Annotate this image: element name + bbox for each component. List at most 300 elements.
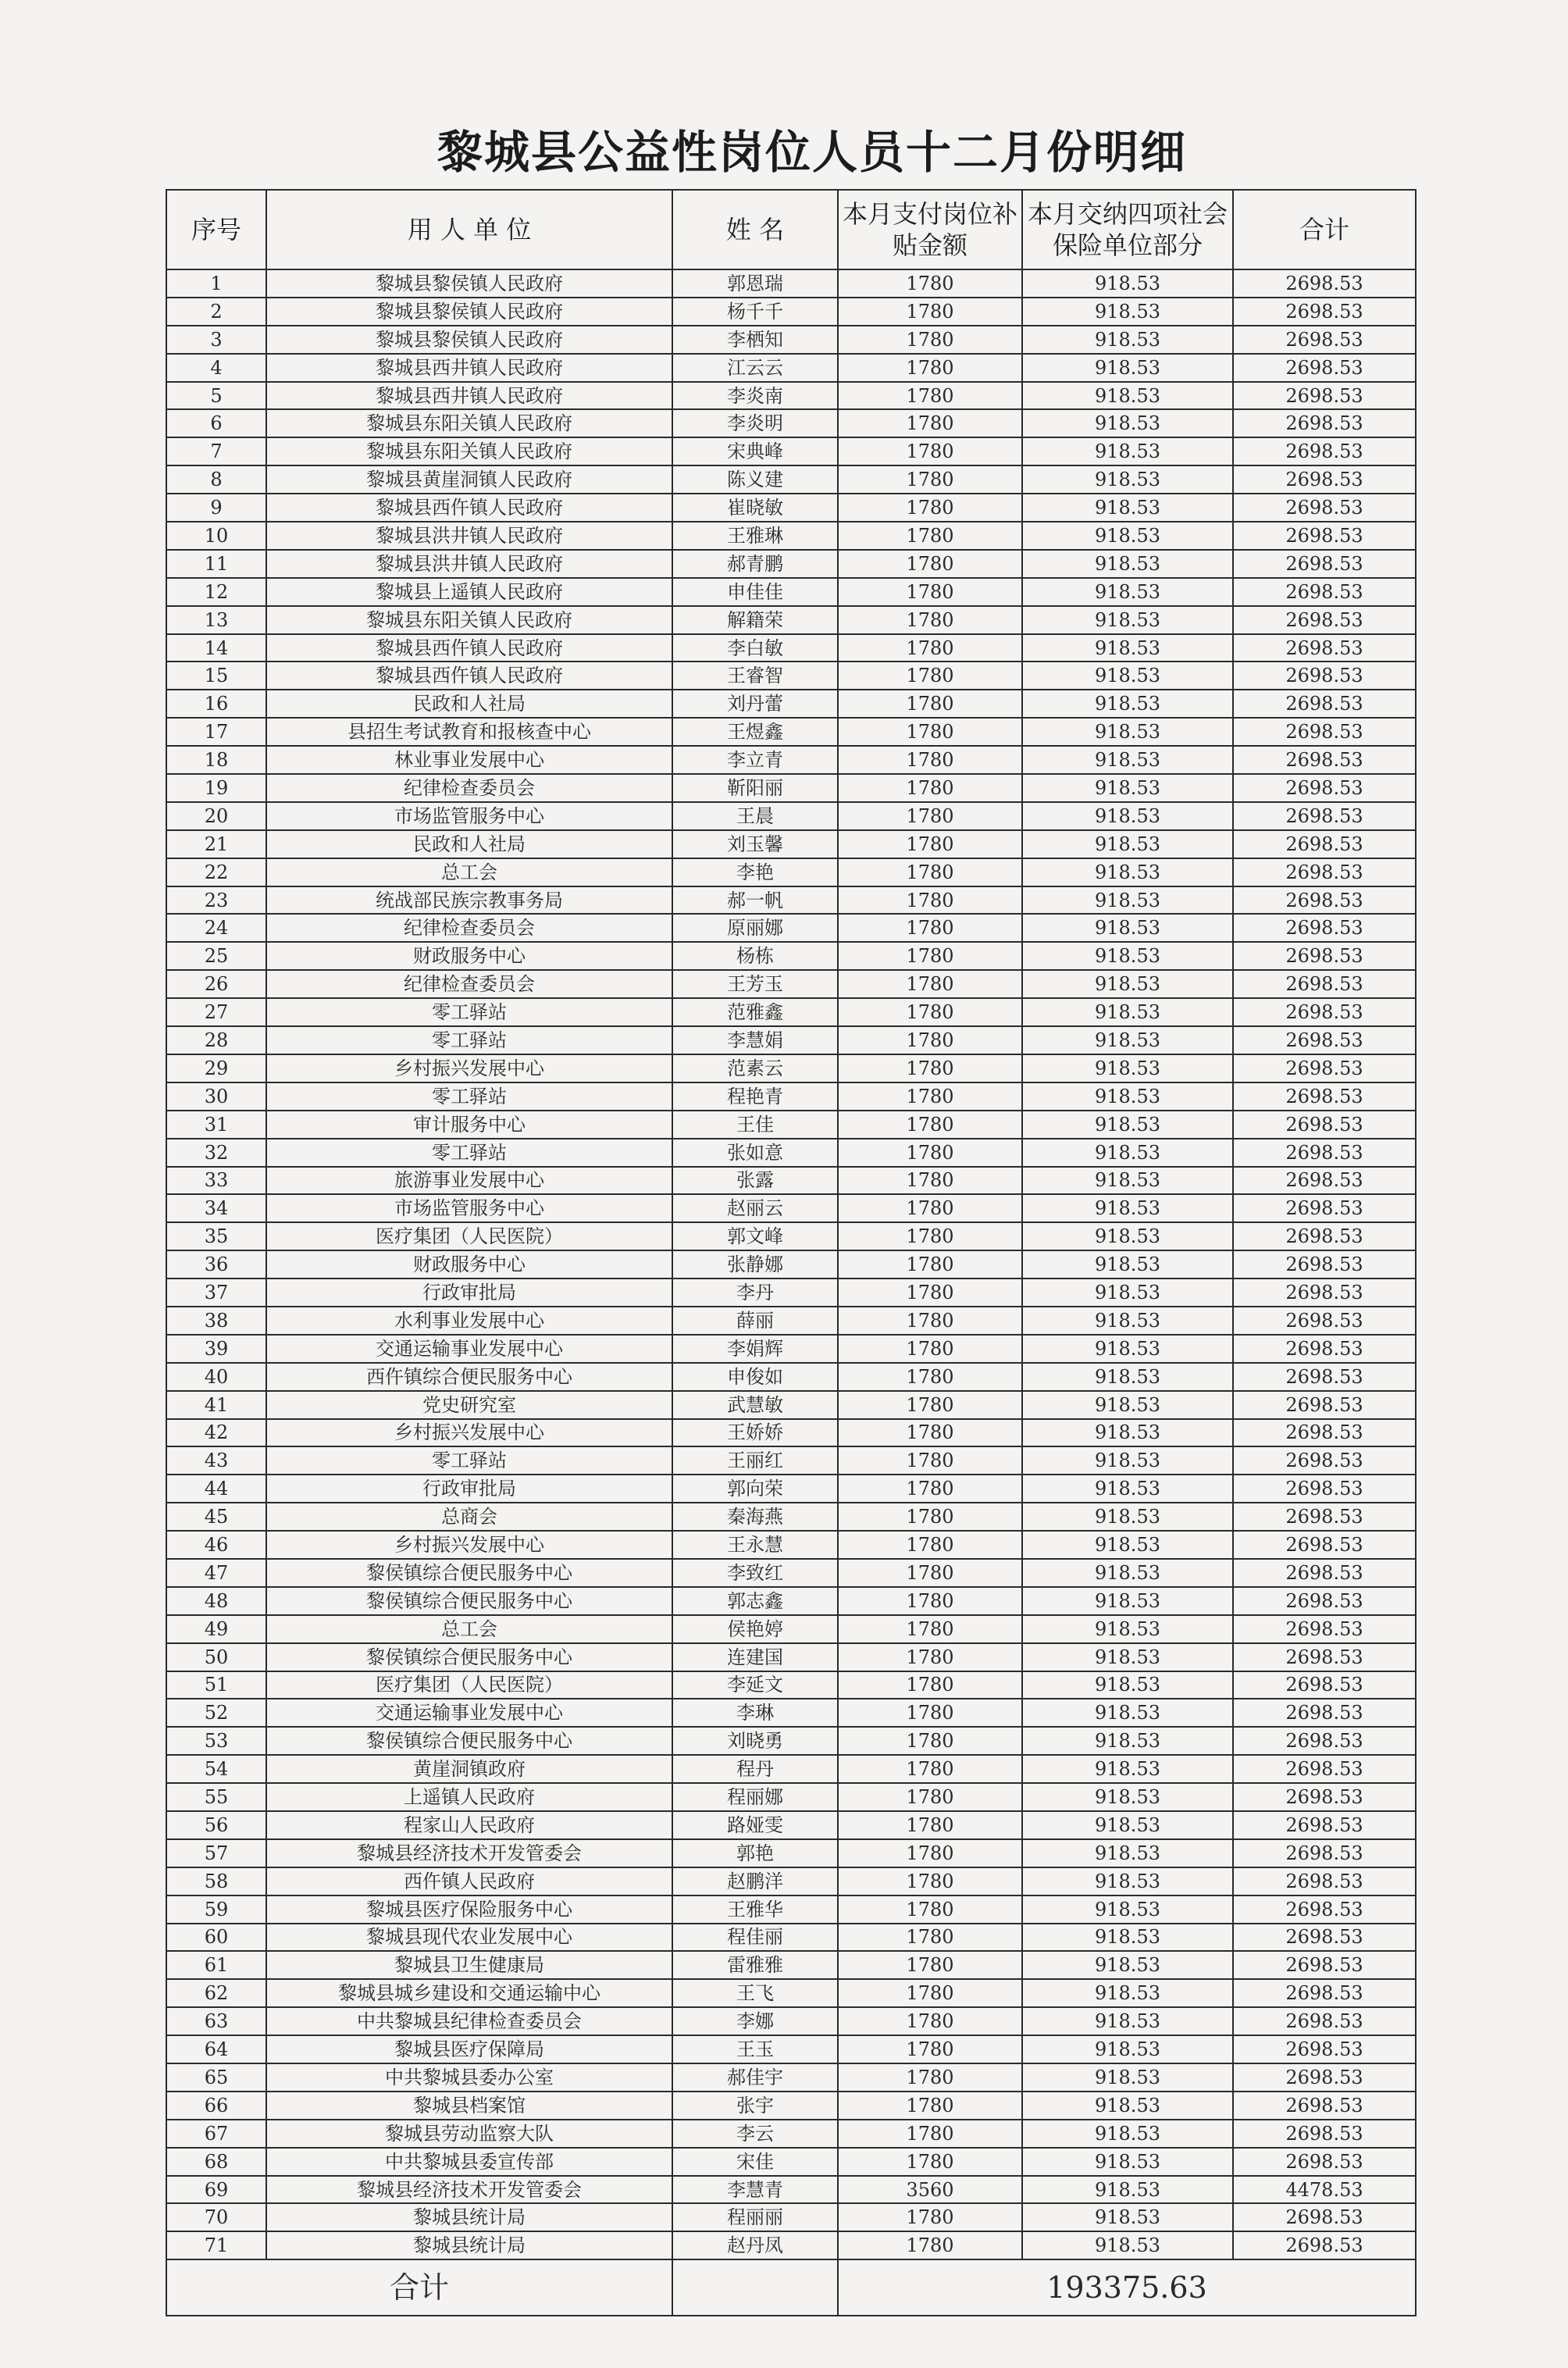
cell-insurance: 918.53 <box>1022 1167 1233 1195</box>
cell-name: 李炎明 <box>672 409 838 437</box>
cell-name: 张如意 <box>672 1139 838 1167</box>
cell-name: 秦海燕 <box>672 1503 838 1531</box>
table-row <box>166 1307 1416 1335</box>
cell-subsidy: 1780 <box>838 662 1022 690</box>
cell-total: 2698.53 <box>1233 1222 1416 1250</box>
cell-subsidy: 1780 <box>838 409 1022 437</box>
cell-insurance: 918.53 <box>1022 2176 1233 2204</box>
cell-subsidy: 3560 <box>838 2176 1022 2204</box>
cell-insurance: 918.53 <box>1022 578 1233 606</box>
cell-subsidy: 1780 <box>838 2007 1022 2035</box>
cell-insurance: 918.53 <box>1022 354 1233 382</box>
cell-insurance: 918.53 <box>1022 1194 1233 1222</box>
cell-name: 郝青鹏 <box>672 550 838 578</box>
cell-insurance: 918.53 <box>1022 494 1233 522</box>
cell-name: 李娟辉 <box>672 1335 838 1363</box>
cell-insurance: 918.53 <box>1022 2007 1233 2035</box>
cell-insurance: 918.53 <box>1022 1531 1233 1559</box>
cell-unit: 黎城县西仵镇人民政府 <box>266 662 672 690</box>
cell-total: 2698.53 <box>1233 409 1416 437</box>
cell-total: 2698.53 <box>1233 1419 1416 1447</box>
cell-total: 2698.53 <box>1233 2203 1416 2231</box>
cell-subsidy: 1780 <box>838 1559 1022 1587</box>
cell-unit: 民政和人社局 <box>266 830 672 858</box>
cell-subsidy: 1780 <box>838 1419 1022 1447</box>
cell-name: 程艳青 <box>672 1082 838 1111</box>
cell-seq: 66 <box>166 2092 266 2120</box>
cell-insurance: 918.53 <box>1022 1755 1233 1783</box>
cell-total: 2698.53 <box>1233 1054 1416 1082</box>
table-row <box>166 269 1416 298</box>
cell-name: 郭恩瑞 <box>672 269 838 298</box>
cell-total: 2698.53 <box>1233 858 1416 886</box>
cell-insurance: 918.53 <box>1022 382 1233 410</box>
cell-seq: 31 <box>166 1111 266 1139</box>
table-row <box>166 886 1416 915</box>
cell-insurance: 918.53 <box>1022 2035 1233 2063</box>
cell-seq: 48 <box>166 1587 266 1615</box>
cell-unit: 交通运输事业发展中心 <box>266 1335 672 1363</box>
cell-name: 崔晓敏 <box>672 494 838 522</box>
cell-subsidy: 1780 <box>838 269 1022 298</box>
cell-subsidy: 1780 <box>838 550 1022 578</box>
cell-name: 宋典峰 <box>672 437 838 465</box>
cell-subsidy: 1780 <box>838 1979 1022 2007</box>
cell-seq: 6 <box>166 409 266 437</box>
table-row <box>166 1111 1416 1139</box>
table-row <box>166 1979 1416 2007</box>
cell-subsidy: 1780 <box>838 858 1022 886</box>
cell-name: 陈义建 <box>672 465 838 494</box>
cell-seq: 61 <box>166 1951 266 1979</box>
cell-unit: 纪律检查委员会 <box>266 970 672 998</box>
cell-total: 2698.53 <box>1233 942 1416 970</box>
cell-subsidy: 1780 <box>838 1503 1022 1531</box>
table-row <box>166 1587 1416 1615</box>
cell-seq: 49 <box>166 1615 266 1643</box>
cell-name: 张露 <box>672 1167 838 1195</box>
table-row <box>166 1699 1416 1727</box>
cell-subsidy: 1780 <box>838 1307 1022 1335</box>
cell-name: 杨栋 <box>672 942 838 970</box>
cell-insurance: 918.53 <box>1022 942 1233 970</box>
table-row <box>166 578 1416 606</box>
cell-total: 2698.53 <box>1233 465 1416 494</box>
table-row <box>166 1531 1416 1559</box>
cell-insurance: 918.53 <box>1022 1446 1233 1475</box>
cell-total: 2698.53 <box>1233 1615 1416 1643</box>
cell-insurance: 918.53 <box>1022 437 1233 465</box>
cell-name: 王芳玉 <box>672 970 838 998</box>
cell-unit: 审计服务中心 <box>266 1111 672 1139</box>
table-row <box>166 1363 1416 1391</box>
cell-insurance: 918.53 <box>1022 858 1233 886</box>
cell-unit: 西仵镇人民政府 <box>266 1867 672 1895</box>
cell-seq: 47 <box>166 1559 266 1587</box>
cell-unit: 黎城县东阳关镇人民政府 <box>266 606 672 634</box>
cell-insurance: 918.53 <box>1022 2120 1233 2148</box>
cell-total: 2698.53 <box>1233 326 1416 354</box>
table-row <box>166 2176 1416 2204</box>
cell-insurance: 918.53 <box>1022 1951 1233 1979</box>
cell-name: 江云云 <box>672 354 838 382</box>
cell-subsidy: 1780 <box>838 1335 1022 1363</box>
cell-seq: 45 <box>166 1503 266 1531</box>
cell-seq: 64 <box>166 2035 266 2063</box>
cell-seq: 68 <box>166 2148 266 2176</box>
cell-seq: 22 <box>166 858 266 886</box>
table-row <box>166 1671 1416 1699</box>
cell-subsidy: 1780 <box>838 1951 1022 1979</box>
cell-subsidy: 1780 <box>838 774 1022 802</box>
cell-name: 赵丽云 <box>672 1194 838 1222</box>
cell-seq: 4 <box>166 354 266 382</box>
cell-name: 王雅琳 <box>672 522 838 550</box>
table-row <box>166 1054 1416 1082</box>
cell-name: 王佳 <box>672 1111 838 1139</box>
cell-subsidy: 1780 <box>838 2203 1022 2231</box>
cell-name: 赵鹏洋 <box>672 1867 838 1895</box>
cell-seq: 67 <box>166 2120 266 2148</box>
table-row <box>166 2092 1416 2120</box>
cell-seq: 51 <box>166 1671 266 1699</box>
cell-insurance: 918.53 <box>1022 970 1233 998</box>
cell-insurance: 918.53 <box>1022 1643 1233 1671</box>
cell-name: 王晨 <box>672 802 838 830</box>
cell-unit: 上遥镇人民政府 <box>266 1783 672 1811</box>
cell-unit: 市场监管服务中心 <box>266 1194 672 1222</box>
cell-unit: 黎城县档案馆 <box>266 2092 672 2120</box>
cell-total: 2698.53 <box>1233 774 1416 802</box>
cell-name: 刘丹蕾 <box>672 690 838 718</box>
cell-unit: 程家山人民政府 <box>266 1811 672 1839</box>
cell-name: 郭向荣 <box>672 1475 838 1503</box>
cell-subsidy: 1780 <box>838 2035 1022 2063</box>
cell-subsidy: 1780 <box>838 382 1022 410</box>
cell-subsidy: 1780 <box>838 1587 1022 1615</box>
cell-total: 2698.53 <box>1233 1839 1416 1867</box>
cell-insurance: 918.53 <box>1022 606 1233 634</box>
cell-name: 张宇 <box>672 2092 838 2120</box>
cell-unit: 乡村振兴发展中心 <box>266 1419 672 1447</box>
cell-unit: 黎侯镇综合便民服务中心 <box>266 1643 672 1671</box>
cell-total: 2698.53 <box>1233 1671 1416 1699</box>
cell-subsidy: 1780 <box>838 1111 1022 1139</box>
cell-seq: 21 <box>166 830 266 858</box>
cell-unit: 中共黎城县委办公室 <box>266 2063 672 2092</box>
cell-name: 李娜 <box>672 2007 838 2035</box>
table-row <box>166 858 1416 886</box>
header-subsidy: 本月支付岗位补贴金额 <box>838 190 1022 269</box>
cell-unit: 零工驿站 <box>266 1139 672 1167</box>
cell-total: 2698.53 <box>1233 578 1416 606</box>
cell-total: 2698.53 <box>1233 1755 1416 1783</box>
cell-name: 杨千千 <box>672 298 838 326</box>
cell-unit: 统战部民族宗教事务局 <box>266 886 672 915</box>
cell-insurance: 918.53 <box>1022 774 1233 802</box>
cell-subsidy: 1780 <box>838 1222 1022 1250</box>
cell-subsidy: 1780 <box>838 2092 1022 2120</box>
cell-subsidy: 1780 <box>838 1839 1022 1867</box>
cell-name: 王煜鑫 <box>672 718 838 746</box>
cell-total: 2698.53 <box>1233 1250 1416 1279</box>
cell-subsidy: 1780 <box>838 298 1022 326</box>
cell-seq: 39 <box>166 1335 266 1363</box>
cell-total: 2698.53 <box>1233 494 1416 522</box>
table-row <box>166 550 1416 578</box>
cell-insurance: 918.53 <box>1022 269 1233 298</box>
cell-seq: 25 <box>166 942 266 970</box>
table-row <box>166 326 1416 354</box>
cell-subsidy: 1780 <box>838 1054 1022 1082</box>
cell-subsidy: 1780 <box>838 1167 1022 1195</box>
table-row <box>166 1139 1416 1167</box>
cell-subsidy: 1780 <box>838 2231 1022 2259</box>
total-empty-cell <box>672 2259 838 2316</box>
table-row <box>166 1222 1416 1250</box>
cell-seq: 29 <box>166 1054 266 1082</box>
cell-seq: 54 <box>166 1755 266 1783</box>
cell-insurance: 918.53 <box>1022 914 1233 942</box>
table-row <box>166 494 1416 522</box>
cell-insurance: 918.53 <box>1022 2092 1233 2120</box>
cell-unit: 市场监管服务中心 <box>266 802 672 830</box>
cell-name: 李慧青 <box>672 2176 838 2204</box>
table-row <box>166 1924 1416 1952</box>
cell-name: 李慧娟 <box>672 1026 838 1054</box>
cell-seq: 70 <box>166 2203 266 2231</box>
cell-insurance: 918.53 <box>1022 1279 1233 1307</box>
cell-unit: 医疗集团（人民医院） <box>266 1671 672 1699</box>
cell-seq: 8 <box>166 465 266 494</box>
cell-subsidy: 1780 <box>838 1194 1022 1222</box>
cell-total: 2698.53 <box>1233 382 1416 410</box>
cell-seq: 65 <box>166 2063 266 2092</box>
cell-subsidy: 1780 <box>838 522 1022 550</box>
table-row <box>166 942 1416 970</box>
cell-name: 郝佳宇 <box>672 2063 838 2092</box>
cell-total: 2698.53 <box>1233 1811 1416 1839</box>
cell-insurance: 918.53 <box>1022 718 1233 746</box>
cell-subsidy: 1780 <box>838 830 1022 858</box>
cell-insurance: 918.53 <box>1022 1811 1233 1839</box>
cell-subsidy: 1780 <box>838 998 1022 1026</box>
cell-seq: 30 <box>166 1082 266 1111</box>
cell-name: 李立青 <box>672 746 838 774</box>
cell-total: 2698.53 <box>1233 634 1416 662</box>
table-row <box>166 774 1416 802</box>
cell-unit: 财政服务中心 <box>266 942 672 970</box>
cell-name: 郭志鑫 <box>672 1587 838 1615</box>
cell-name: 程丹 <box>672 1755 838 1783</box>
cell-unit: 医疗集团（人民医院） <box>266 1222 672 1250</box>
cell-insurance: 918.53 <box>1022 1250 1233 1279</box>
cell-name: 王丽红 <box>672 1446 838 1475</box>
table-row <box>166 1335 1416 1363</box>
cell-total: 2698.53 <box>1233 1139 1416 1167</box>
cell-name: 刘玉馨 <box>672 830 838 858</box>
cell-seq: 2 <box>166 298 266 326</box>
cell-subsidy: 1780 <box>838 1363 1022 1391</box>
cell-insurance: 918.53 <box>1022 1222 1233 1250</box>
cell-seq: 42 <box>166 1419 266 1447</box>
cell-insurance: 918.53 <box>1022 1559 1233 1587</box>
cell-unit: 黎城县统计局 <box>266 2203 672 2231</box>
cell-seq: 43 <box>166 1446 266 1475</box>
cell-insurance: 918.53 <box>1022 1419 1233 1447</box>
cell-seq: 56 <box>166 1811 266 1839</box>
cell-insurance: 918.53 <box>1022 1111 1233 1139</box>
cell-unit: 黎城县东阳关镇人民政府 <box>266 409 672 437</box>
cell-name: 范雅鑫 <box>672 998 838 1026</box>
cell-unit: 零工驿站 <box>266 998 672 1026</box>
cell-total: 2698.53 <box>1233 2035 1416 2063</box>
cell-subsidy: 1780 <box>838 1475 1022 1503</box>
cell-total: 2698.53 <box>1233 1026 1416 1054</box>
cell-seq: 69 <box>166 2176 266 2204</box>
cell-seq: 12 <box>166 578 266 606</box>
header-seq: 序号 <box>166 190 266 269</box>
table-row <box>166 606 1416 634</box>
cell-insurance: 918.53 <box>1022 1475 1233 1503</box>
table-row <box>166 382 1416 410</box>
cell-total: 2698.53 <box>1233 1895 1416 1924</box>
cell-total: 2698.53 <box>1233 1699 1416 1727</box>
cell-subsidy: 1780 <box>838 606 1022 634</box>
cell-insurance: 918.53 <box>1022 1727 1233 1755</box>
cell-seq: 53 <box>166 1727 266 1755</box>
cell-total: 2698.53 <box>1233 606 1416 634</box>
cell-seq: 19 <box>166 774 266 802</box>
cell-total: 2698.53 <box>1233 718 1416 746</box>
table-row <box>166 1250 1416 1279</box>
cell-seq: 16 <box>166 690 266 718</box>
detail-table <box>166 189 1417 2316</box>
cell-total: 2698.53 <box>1233 1279 1416 1307</box>
table-row <box>166 718 1416 746</box>
cell-name: 赵丹凤 <box>672 2231 838 2259</box>
cell-total: 2698.53 <box>1233 298 1416 326</box>
cell-insurance: 918.53 <box>1022 2231 1233 2259</box>
table-row <box>166 1615 1416 1643</box>
cell-insurance: 918.53 <box>1022 326 1233 354</box>
table-row <box>166 1783 1416 1811</box>
cell-insurance: 918.53 <box>1022 1054 1233 1082</box>
table-row <box>166 1194 1416 1222</box>
cell-insurance: 918.53 <box>1022 2063 1233 2092</box>
table-row <box>166 298 1416 326</box>
cell-total: 2698.53 <box>1233 830 1416 858</box>
cell-total: 2698.53 <box>1233 2148 1416 2176</box>
table-row <box>166 1446 1416 1475</box>
cell-unit: 乡村振兴发展中心 <box>266 1531 672 1559</box>
cell-name: 薛丽 <box>672 1307 838 1335</box>
cell-total: 2698.53 <box>1233 1194 1416 1222</box>
cell-subsidy: 1780 <box>838 1643 1022 1671</box>
cell-unit: 黎城县经济技术开发管委会 <box>266 1839 672 1867</box>
cell-total: 2698.53 <box>1233 914 1416 942</box>
cell-insurance: 918.53 <box>1022 1335 1233 1363</box>
cell-seq: 14 <box>166 634 266 662</box>
table-row <box>166 634 1416 662</box>
table-row <box>166 437 1416 465</box>
cell-name: 侯艳婷 <box>672 1615 838 1643</box>
cell-unit: 黎城县东阳关镇人民政府 <box>266 437 672 465</box>
cell-unit: 零工驿站 <box>266 1446 672 1475</box>
cell-insurance: 918.53 <box>1022 1587 1233 1615</box>
cell-name: 李栖知 <box>672 326 838 354</box>
cell-unit: 交通运输事业发展中心 <box>266 1699 672 1727</box>
table-row <box>166 1895 1416 1924</box>
cell-total: 2698.53 <box>1233 1391 1416 1419</box>
cell-insurance: 918.53 <box>1022 802 1233 830</box>
table-row <box>166 1419 1416 1447</box>
cell-subsidy: 1780 <box>838 1671 1022 1699</box>
cell-name: 张静娜 <box>672 1250 838 1279</box>
cell-seq: 71 <box>166 2231 266 2259</box>
cell-insurance: 918.53 <box>1022 1391 1233 1419</box>
cell-seq: 26 <box>166 970 266 998</box>
table-row <box>166 2007 1416 2035</box>
cell-subsidy: 1780 <box>838 1279 1022 1307</box>
total-row <box>166 2259 1416 2316</box>
cell-seq: 15 <box>166 662 266 690</box>
cell-subsidy: 1780 <box>838 1391 1022 1419</box>
cell-seq: 55 <box>166 1783 266 1811</box>
cell-name: 王雅华 <box>672 1895 838 1924</box>
cell-unit: 林业事业发展中心 <box>266 746 672 774</box>
cell-seq: 58 <box>166 1867 266 1895</box>
cell-subsidy: 1780 <box>838 1531 1022 1559</box>
cell-total: 2698.53 <box>1233 690 1416 718</box>
cell-seq: 46 <box>166 1531 266 1559</box>
cell-name: 郭文峰 <box>672 1222 838 1250</box>
cell-total: 4478.53 <box>1233 2176 1416 2204</box>
cell-insurance: 918.53 <box>1022 2203 1233 2231</box>
cell-insurance: 918.53 <box>1022 1671 1233 1699</box>
cell-insurance: 918.53 <box>1022 1615 1233 1643</box>
cell-subsidy: 1780 <box>838 942 1022 970</box>
cell-insurance: 918.53 <box>1022 522 1233 550</box>
cell-subsidy: 1780 <box>838 1727 1022 1755</box>
header-unit: 用 人 单 位 <box>266 190 672 269</box>
cell-total: 2698.53 <box>1233 1643 1416 1671</box>
cell-name: 程丽娜 <box>672 1783 838 1811</box>
cell-seq: 63 <box>166 2007 266 2035</box>
cell-total: 2698.53 <box>1233 746 1416 774</box>
cell-insurance: 918.53 <box>1022 830 1233 858</box>
cell-name: 李炎南 <box>672 382 838 410</box>
cell-insurance: 918.53 <box>1022 1026 1233 1054</box>
table-row <box>166 409 1416 437</box>
cell-unit: 行政审批局 <box>266 1475 672 1503</box>
cell-unit: 黎城县黎侯镇人民政府 <box>266 298 672 326</box>
table-row <box>166 465 1416 494</box>
table-row <box>166 1475 1416 1503</box>
cell-name: 范素云 <box>672 1054 838 1082</box>
table-row <box>166 1951 1416 1979</box>
cell-subsidy: 1780 <box>838 2063 1022 2092</box>
cell-insurance: 918.53 <box>1022 2148 1233 2176</box>
cell-total: 2698.53 <box>1233 1082 1416 1111</box>
cell-seq: 62 <box>166 1979 266 2007</box>
cell-subsidy: 1780 <box>838 1755 1022 1783</box>
cell-name: 原丽娜 <box>672 914 838 942</box>
cell-total: 2698.53 <box>1233 2120 1416 2148</box>
cell-seq: 23 <box>166 886 266 915</box>
cell-name: 路娅雯 <box>672 1811 838 1839</box>
cell-unit: 黎城县黎侯镇人民政府 <box>266 326 672 354</box>
